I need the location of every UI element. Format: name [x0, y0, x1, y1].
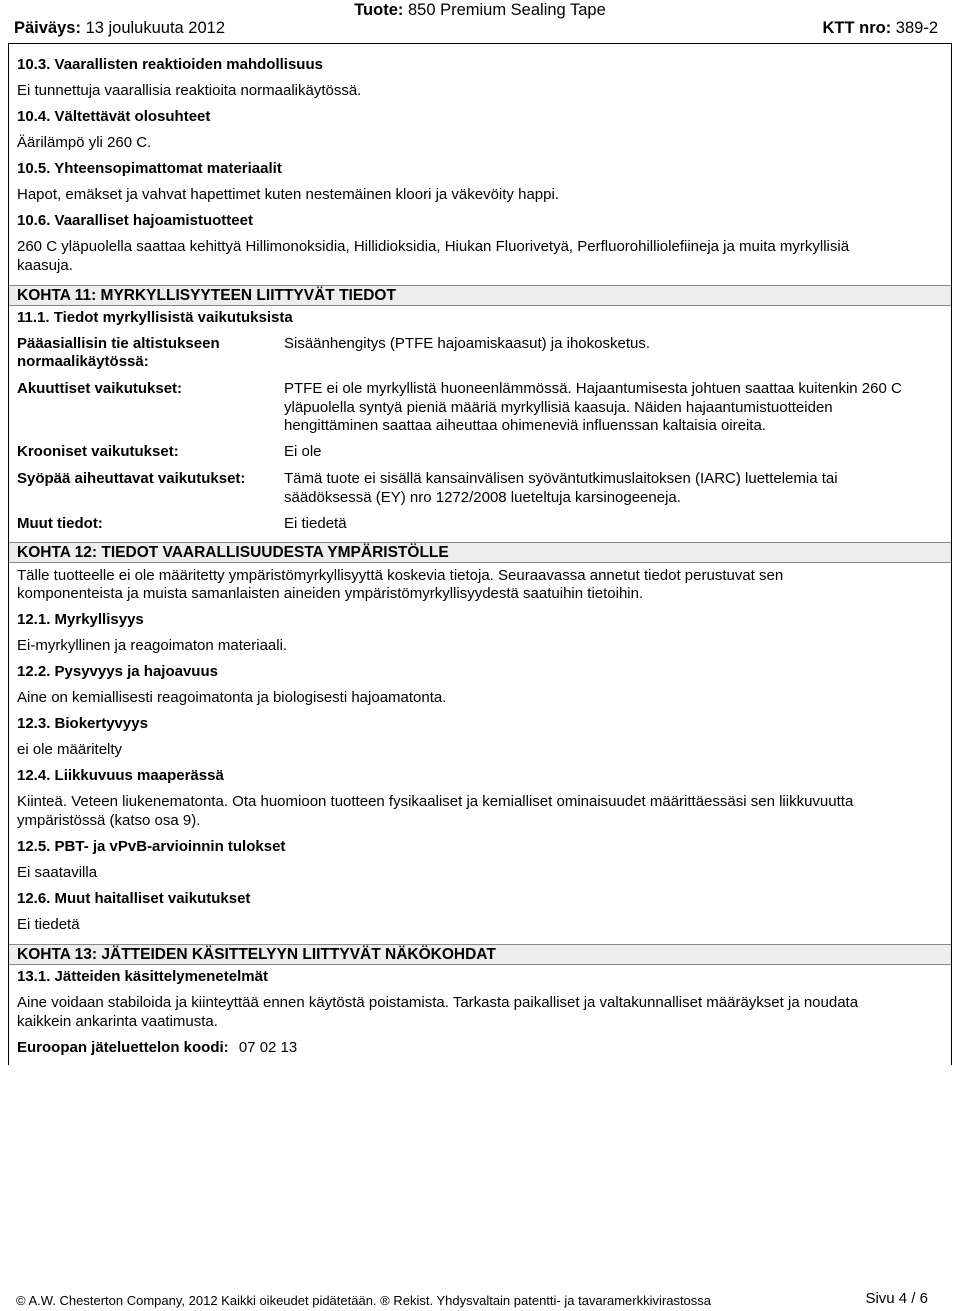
- other-info-value: Ei tiedetä: [284, 515, 347, 532]
- text-13-1-line2: kaikkein ankarinta vaatimusta.: [17, 1013, 218, 1030]
- text-12-3: ei ole määritelty: [17, 741, 123, 758]
- text-13-1-line1: Aine voidaan stabiloida ja kiinteyttää ennen käytöstä poistamista. Tarkasta paikalliset ja valtakunnalliset määräykset ja noudata: [17, 994, 859, 1011]
- text-12-1: Ei-myrkyllinen ja reagoimaton materiaali.: [17, 637, 288, 654]
- copyright-text: © A.W. Chesterton Company, 2012 Kaikki oikeudet pidätetään. ® Rekist. Yhdysvaltain patentti- ja tavaramerkkivirastossa: [16, 1293, 712, 1308]
- heading-12-3: 12.3. Biokertyvyys: [17, 715, 148, 732]
- heading-11-1: 11.1. Tiedot myrkyllisistä vaikutuksista: [17, 309, 293, 326]
- heading-10-6: 10.6. Vaaralliset hajoamistuotteet: [17, 212, 253, 229]
- date-field: Päiväys: 13 joulukuuta 2012: [14, 19, 226, 37]
- chronic-label: Krooniset vaikutukset:: [17, 443, 179, 460]
- text-12-2: Aine on kemiallisesti reagoimatonta ja biologisesti hajoamatonta.: [17, 689, 447, 706]
- route-label-line1: Pääasiallisin tie altistukseen: [17, 335, 220, 352]
- chronic-value: Ei ole: [284, 443, 322, 460]
- text-10-3: Ei tunnettuja vaarallisia reaktioita normaalikäytössä.: [17, 82, 362, 99]
- text-10-4: Äärilämpö yli 260 C.: [17, 134, 152, 151]
- section-12-intro-line2: komponenteista ja muista samanlaisten aineiden ympäristömyrkyllisyydestä saatuihin tietoihin.: [17, 585, 644, 602]
- acute-line3: hengittäminen saattaa aiheuttaa ohimeneviä influenssan kaltaisia oireita.: [284, 417, 766, 434]
- carcinogenic-line2: säädöksessä (EY) nro 1272/2008 lueteltuja karsinogeeneja.: [284, 488, 681, 506]
- heading-12-5: 12.5. PBT- ja vPvB-arvioinnin tulokset: [17, 838, 286, 855]
- text-12-5: Ei saatavilla: [17, 864, 98, 881]
- route-label-line2: normaalikäytössä:: [17, 353, 149, 370]
- section-12-intro-line1: Tälle tuotteelle ei ole määritetty ympäristömyrkyllisyyttä koskevia tietoja. Seuraavassa annetut tiedot perustuvat sen: [17, 567, 784, 584]
- other-info-label: Muut tiedot:: [17, 515, 103, 532]
- text-12-4-line2: ympäristössä (katso osa 9).: [17, 812, 201, 829]
- text-10-6-line2: kaasuja.: [17, 257, 73, 274]
- section-11-title: KOHTA 11: MYRKYLLISYYTEEN LIITTYVÄT TIEDOT: [17, 287, 396, 304]
- acute-line2: yläpuolella syntyä pieniä määriä myrkyllisiä kaasuja. Näiden hajaantumistuotteiden: [284, 398, 833, 416]
- text-10-5: Hapot, emäkset ja vahvat hapettimet kuten nestemäinen kloori ja väkevöity happi.: [17, 186, 559, 203]
- acute-line1: PTFE ei ole myrkyllistä huoneenlämmössä. Hajaantumisesta johtuen saattaa kuitenkin 260 C: [284, 380, 902, 397]
- text-10-6-line1: 260 C yläpuolella saattaa kehittyä Hillimonoksidia, Hillidioksidia, Hiukan Fluorivetyä, Perfluorohilliolefiineja ja muita myrkyllisiä: [17, 238, 850, 255]
- heading-12-1: 12.1. Myrkyllisyys: [17, 611, 144, 628]
- product-title: Tuote: 850 Premium Sealing Tape: [354, 1, 606, 19]
- heading-10-4: 10.4. Vältettävät olosuhteet: [17, 108, 211, 125]
- heading-12-6: 12.6. Muut haitalliset vaikutukset: [17, 890, 251, 907]
- waste-code-label: Euroopan jäteluettelon koodi:: [17, 1039, 229, 1056]
- carcinogenic-line1: Tämä tuote ei sisällä kansainvälisen syöväntutkimuslaitoksen (IARC) luettelemia tai: [284, 470, 838, 487]
- text-12-6: Ei tiedetä: [17, 916, 80, 933]
- carcinogenic-label: Syöpää aiheuttavat vaikutukset:: [17, 470, 246, 487]
- heading-12-4: 12.4. Liikkuvuus maaperässä: [17, 767, 224, 784]
- section-12-title: KOHTA 12: TIEDOT VAARALLISUUDESTA YMPÄRISTÖLLE: [17, 544, 449, 561]
- ktt-number: KTT nro: 389-2: [822, 19, 938, 37]
- acute-label: Akuuttiset vaikutukset:: [17, 380, 183, 397]
- text-12-4-line1: Kiinteä. Veteen liukenematonta. Ota huomioon tuotteen fysikaaliset ja kemialliset ominaisuudet määrittäessäsi sen liikkuvuutta: [17, 793, 854, 810]
- section-13-title: KOHTA 13: JÄTTEIDEN KÄSITTELYYN LIITTYVÄT NÄKÖKOHDAT: [17, 946, 496, 963]
- heading-10-3: 10.3. Vaarallisten reaktioiden mahdollisuus: [17, 56, 323, 73]
- route-value: Sisäänhengitys (PTFE hajoamiskaasut) ja ihokosketus.: [284, 335, 651, 352]
- page-number: Sivu 4 / 6: [865, 1290, 928, 1307]
- waste-code: [17, 1039, 297, 1057]
- heading-13-1: 13.1. Jätteiden käsittelymenetelmät: [17, 968, 268, 985]
- heading-12-2: 12.2. Pysyvyys ja hajoavuus: [17, 663, 218, 680]
- waste-code-value: 07 02 13: [238, 1039, 298, 1056]
- heading-10-5: 10.5. Yhteensopimattomat materiaalit: [17, 160, 282, 177]
- page-header: [0, 0, 960, 42]
